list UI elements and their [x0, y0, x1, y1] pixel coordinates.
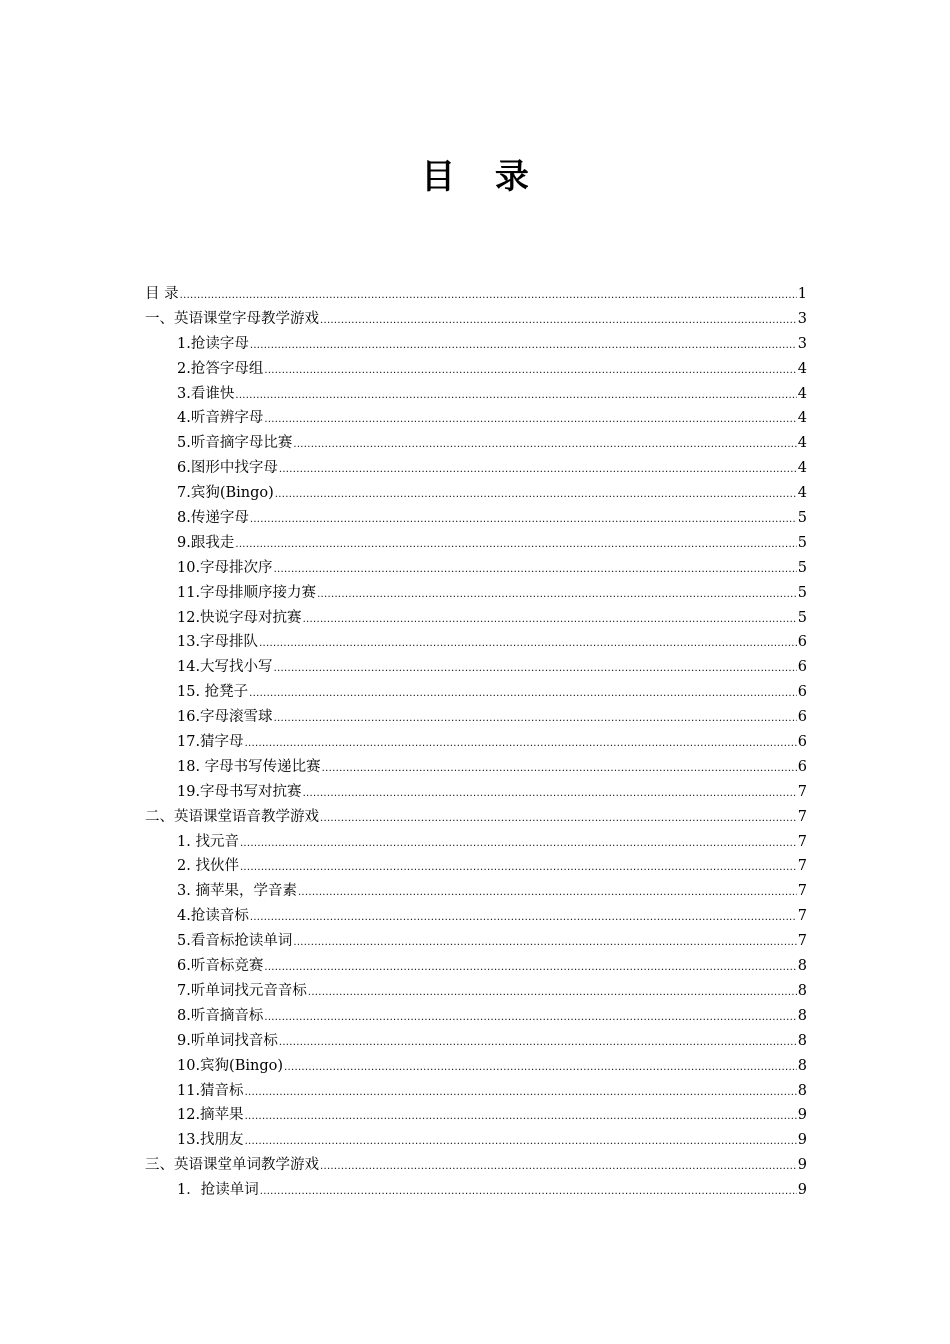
toc-page-number: 9 — [797, 1132, 807, 1149]
toc-page-number: 8 — [797, 1082, 807, 1099]
toc-dot-leader — [245, 732, 797, 755]
table-of-contents — [145, 282, 807, 1203]
toc-entry-text: 14.大写找小写 — [177, 659, 273, 676]
toc-page-number: 4 — [797, 385, 807, 402]
toc-entry-text: 3.看谁快 — [177, 385, 235, 402]
toc-entry-text: 1．抢读单词 — [177, 1182, 259, 1199]
toc-page-number: 7 — [797, 933, 807, 950]
toc-dot-leader — [274, 707, 797, 730]
toc-dot-leader — [264, 1006, 796, 1029]
toc-page-number: 6 — [797, 758, 807, 775]
toc-entry[interactable] — [145, 307, 807, 332]
toc-dot-leader — [264, 956, 796, 979]
toc-entry-text: 17.猜字母 — [177, 734, 244, 751]
toc-page-number: 4 — [797, 435, 807, 452]
toc-dot-leader — [303, 782, 797, 805]
toc-entry-text: 15. 抢凳子 — [177, 684, 249, 701]
toc-page-number: 6 — [797, 659, 807, 676]
toc-entry-text: 目 录 — [145, 286, 179, 302]
toc-page-number: 8 — [797, 982, 807, 999]
toc-dot-leader — [308, 981, 797, 1004]
toc-entry[interactable] — [145, 606, 807, 631]
toc-dot-leader — [293, 433, 796, 456]
toc-page-number: 8 — [797, 1057, 807, 1074]
toc-page-number: 7 — [797, 808, 807, 825]
toc-dot-leader — [279, 458, 797, 481]
toc-dot-leader — [249, 682, 797, 705]
toc-entry-text: 9.跟我走 — [177, 534, 235, 551]
toc-entry-text: 18. 字母书写传递比赛 — [177, 758, 321, 775]
toc-dot-leader — [293, 931, 796, 954]
toc-dot-leader — [245, 1105, 797, 1128]
toc-dot-leader — [303, 608, 797, 631]
toc-entry[interactable] — [145, 282, 807, 307]
toc-entry[interactable] — [145, 481, 807, 506]
toc-entry-text: 6.图形中找字母 — [177, 460, 278, 477]
toc-entry[interactable] — [145, 904, 807, 929]
toc-page-number: 5 — [797, 609, 807, 626]
toc-dot-leader — [245, 1130, 797, 1153]
toc-page-number: 6 — [797, 734, 807, 751]
toc-page-number: 8 — [797, 958, 807, 975]
toc-entry-text: 5.看音标抢读单词 — [177, 933, 293, 950]
toc-entry[interactable] — [145, 406, 807, 431]
toc-entry-text: 9.听单词找音标 — [177, 1032, 278, 1049]
toc-entry-text: 11.猜音标 — [177, 1082, 244, 1099]
toc-page-number: 7 — [797, 783, 807, 800]
toc-entry[interactable] — [145, 332, 807, 357]
toc-entry[interactable] — [145, 1079, 807, 1104]
toc-dot-leader — [235, 533, 796, 556]
toc-entry[interactable] — [145, 630, 807, 655]
toc-page-number: 6 — [797, 684, 807, 701]
toc-dot-leader — [259, 632, 797, 655]
toc-entry-text: 10.宾狗(Bingo) — [177, 1057, 284, 1074]
toc-entry-text: 1.抢读字母 — [177, 335, 249, 352]
toc-entry[interactable] — [145, 730, 807, 755]
toc-entry[interactable] — [145, 780, 807, 805]
toc-page-number: 4 — [797, 485, 807, 502]
toc-page-number: 5 — [797, 510, 807, 527]
toc-entry[interactable] — [145, 929, 807, 954]
toc-entry-text: 6.听音标竞赛 — [177, 958, 264, 975]
toc-page-number: 7 — [797, 858, 807, 875]
toc-page-number: 4 — [797, 410, 807, 427]
toc-dot-leader — [250, 334, 797, 357]
toc-entry-text: 11.字母排顺序接力赛 — [177, 584, 317, 601]
toc-page-number: 9 — [797, 1182, 807, 1199]
toc-entry-text: 12.摘苹果 — [177, 1107, 244, 1124]
toc-entry-text: 一、英语课堂字母教学游戏 — [145, 310, 319, 327]
toc-entry-text: 7.宾狗(Bingo) — [177, 485, 274, 502]
toc-entry-text: 3. 摘苹果，学音素 — [177, 883, 297, 900]
toc-page-number: 4 — [797, 460, 807, 477]
toc-entry[interactable] — [145, 1004, 807, 1029]
toc-entry-text: 12.快说字母对抗赛 — [177, 609, 302, 626]
toc-page-number: 3 — [797, 310, 807, 327]
toc-page-number: 9 — [797, 1107, 807, 1124]
toc-dot-leader — [322, 757, 797, 780]
toc-page-number: 9 — [797, 1157, 807, 1174]
toc-dot-leader — [235, 384, 796, 407]
toc-entry[interactable] — [145, 357, 807, 382]
toc-entry[interactable] — [145, 1029, 807, 1054]
toc-page-number: 1 — [797, 286, 807, 302]
toc-entry[interactable] — [145, 979, 807, 1004]
toc-dot-leader — [245, 1081, 797, 1104]
toc-entry[interactable] — [145, 954, 807, 979]
toc-entry[interactable] — [145, 680, 807, 705]
toc-page-number: 8 — [797, 1007, 807, 1024]
toc-entry-text: 13.找朋友 — [177, 1132, 244, 1149]
toc-dot-leader — [284, 1056, 797, 1079]
toc-page-number: 4 — [797, 360, 807, 377]
toc-entry[interactable] — [145, 854, 807, 879]
toc-entry-text: 4.听音辨字母 — [177, 410, 264, 427]
toc-dot-leader — [264, 359, 796, 382]
toc-entry[interactable] — [145, 830, 807, 855]
toc-entry[interactable] — [145, 879, 807, 904]
toc-dot-leader — [275, 483, 797, 506]
toc-dot-leader — [320, 1155, 797, 1178]
toc-entry[interactable] — [145, 655, 807, 680]
toc-entry[interactable] — [145, 1103, 807, 1128]
toc-entry[interactable] — [145, 1128, 807, 1153]
toc-dot-leader — [320, 807, 797, 830]
toc-page-number: 5 — [797, 559, 807, 576]
toc-entry-text: 8.听音摘音标 — [177, 1007, 264, 1024]
toc-dot-leader — [260, 1180, 797, 1203]
toc-entry-text: 2.抢答字母组 — [177, 360, 264, 377]
toc-page-number: 8 — [797, 1032, 807, 1049]
toc-entry[interactable] — [145, 506, 807, 531]
toc-entry-text: 二、英语课堂语音教学游戏 — [145, 808, 319, 825]
toc-page-number: 6 — [797, 634, 807, 651]
toc-dot-leader — [250, 508, 797, 531]
toc-page-number: 3 — [797, 335, 807, 352]
toc-entry[interactable] — [145, 705, 807, 730]
toc-entry[interactable] — [145, 456, 807, 481]
toc-dot-leader — [180, 284, 797, 307]
toc-dot-leader — [240, 856, 797, 879]
toc-page-number: 5 — [797, 534, 807, 551]
toc-entry[interactable] — [145, 531, 807, 556]
toc-entry-text: 8.传递字母 — [177, 510, 249, 527]
toc-dot-leader — [320, 309, 797, 332]
toc-entry[interactable] — [145, 382, 807, 407]
toc-entry-text: 10.字母排次序 — [177, 559, 273, 576]
toc-dot-leader — [274, 657, 797, 680]
page-title: 目 录 — [421, 157, 543, 197]
toc-page-number: 5 — [797, 584, 807, 601]
toc-page-number: 6 — [797, 709, 807, 726]
toc-dot-leader — [240, 832, 797, 855]
toc-entry[interactable] — [145, 581, 807, 606]
toc-entry-text: 16.字母滚雪球 — [177, 709, 273, 726]
toc-entry[interactable] — [145, 755, 807, 780]
toc-entry[interactable] — [145, 431, 807, 456]
toc-entry[interactable] — [145, 1054, 807, 1079]
toc-entry[interactable] — [145, 1178, 807, 1203]
toc-entry[interactable] — [145, 556, 807, 581]
toc-entry[interactable] — [145, 1153, 807, 1178]
toc-entry-text: 4.抢读音标 — [177, 908, 249, 925]
toc-entry-text: 19.字母书写对抗赛 — [177, 783, 302, 800]
toc-dot-leader — [264, 408, 796, 431]
toc-dot-leader — [250, 906, 797, 929]
toc-dot-leader — [317, 583, 797, 606]
toc-entry-text: 5.听音摘字母比赛 — [177, 435, 293, 452]
toc-entry-text: 1. 找元音 — [177, 833, 239, 850]
toc-dot-leader — [274, 558, 797, 581]
toc-page-number: 7 — [797, 833, 807, 850]
toc-page-number: 7 — [797, 883, 807, 900]
toc-entry-text: 7.听单词找元音音标 — [177, 982, 307, 999]
toc-dot-leader — [298, 881, 797, 904]
toc-entry-text: 2. 找伙伴 — [177, 858, 239, 875]
toc-entry[interactable] — [145, 805, 807, 830]
toc-entry-text: 三、英语课堂单词教学游戏 — [145, 1157, 319, 1174]
toc-entry-text: 13.字母排队 — [177, 634, 259, 651]
toc-dot-leader — [279, 1031, 797, 1054]
toc-page-number: 7 — [797, 908, 807, 925]
